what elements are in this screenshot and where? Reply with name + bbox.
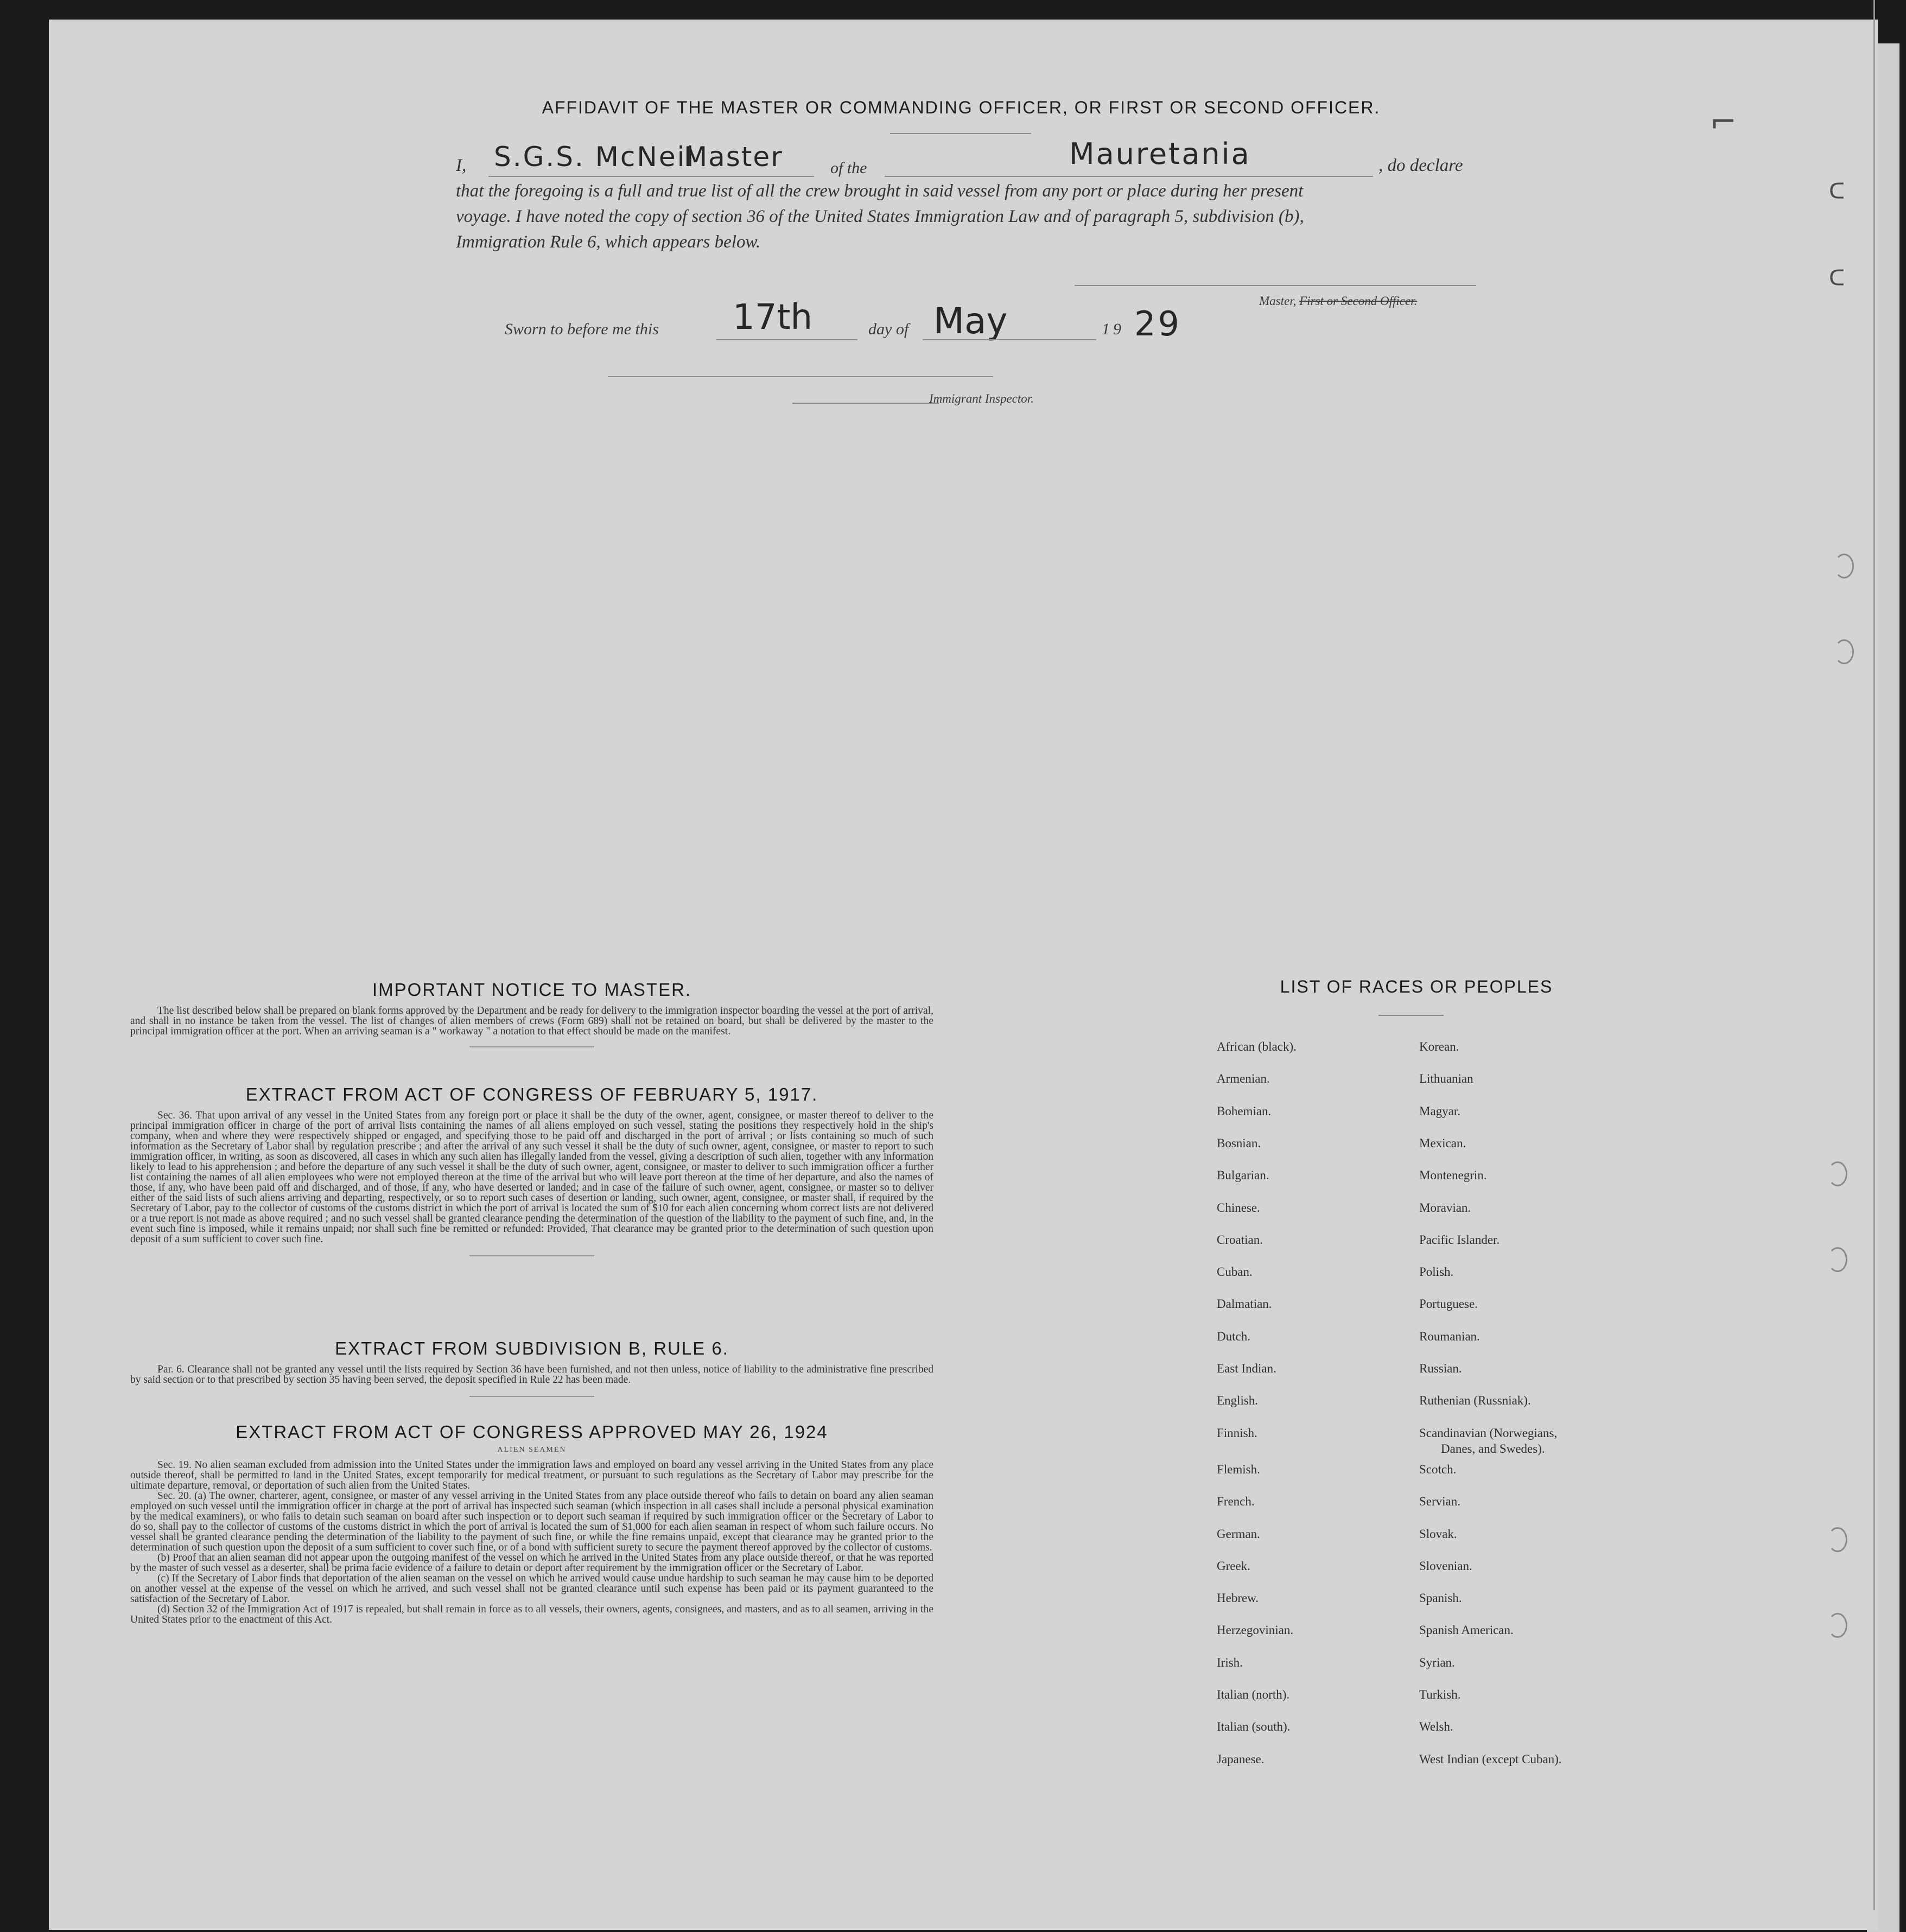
race-item: Greek.	[1217, 1559, 1250, 1573]
race-item: Spanish.	[1419, 1591, 1462, 1605]
race-item: Turkish.	[1419, 1688, 1461, 1701]
extract-1924-para-3: (b) Proof that an alien seaman did not appear upon the outgoing manifest of the vessel on which he arrived in the United States from any place outside thereof, or that he was reported by the master of such vessel as a deserter, shall be prima facie evidence of a failure to detain or deport after requirement by the immigration officer or the Secretary of Labor.	[130, 1552, 933, 1574]
officer-signature-line	[608, 376, 993, 377]
notice-heading: IMPORTANT NOTICE TO MASTER.	[372, 980, 692, 1000]
race-item: Ruthenian (Russniak).	[1419, 1394, 1531, 1408]
signature-line	[1075, 285, 1476, 286]
extract-1917-section	[130, 1084, 933, 1256]
race-item: Magyar.	[1419, 1104, 1461, 1118]
race-item: Polish.	[1419, 1265, 1454, 1279]
signature-caption-struck: First or Second Officer.	[1299, 294, 1418, 308]
race-item: Chinese.	[1217, 1200, 1260, 1215]
race-item: Portuguese.	[1419, 1297, 1478, 1311]
race-item: Italian (south).	[1217, 1720, 1291, 1734]
race-scandinavian-cont: Danes, and Swedes).	[1441, 1442, 1545, 1456]
race-item: Armenian.	[1217, 1072, 1270, 1086]
extract-rule6-section	[130, 1338, 933, 1397]
title-rule	[890, 133, 1031, 134]
extract-1917-rule	[469, 1255, 594, 1256]
race-item: Slovak.	[1419, 1527, 1457, 1541]
punch-hole	[1828, 1613, 1847, 1638]
race-item: Scotch.	[1419, 1462, 1457, 1476]
extract-1924-para-4: (c) If the Secretary of Labor finds that deportation of the alien seaman on the vessel on which he arrived would cause undue hardship to such seaman he may cause him to be deported on another vessel at the expense of the vessel on which he arrived, and such vessel shall not be granted clearance until such expense has been paid or its payment guaranteed to the satisfaction of the Secretary of Labor.	[130, 1573, 933, 1605]
notice-body: The list described below shall be prepared on blank forms approved by the Department and be ready for delivery to the immigration inspector boarding the vessel at the port of arrival, and shall in no instance be taken from the vessel. The list of changes of alien members of crews (Form 689) shall not be retained on board, but shall be delivered by the master to the principal immigration officer at the port. When an arriving seaman is a " workaway " a notation to that effect should be made on the manifest.	[130, 1005, 933, 1037]
handwritten-sworn-day: 17th	[733, 297, 813, 338]
of-the-text: of the	[830, 159, 867, 177]
race-item: Flemish.	[1217, 1462, 1260, 1476]
do-declare-text: , do declare	[1378, 156, 1463, 175]
handwritten-master-name: S.G.S. McNeil	[494, 141, 696, 173]
race-item: Korean.	[1419, 1040, 1459, 1053]
extract-1924-para-2: Sec. 20. (a) The owner, charterer, agent, consignee, or master of any vessel arriving in the United States from any place outside thereof who fails to detain on board any alien seaman employed on such vessel until the immigration officer in charge at the port of arrival has inspected such seaman (which inspection in all cases shall include a personal physical examination by the medical examiners), or who fails to detain such seaman on board after such inspection or to deport such seaman if required by such immigration officer or the Secretary of Labor to do so, shall pay to the collector of customs of the customs district in which the port of arrival is located the sum of $1,000 for each alien seaman in respect of whom such failure occurs. No vessel shall be granted clearance pending the determination of the liability to the payment of such fine, or while the fine remains unpaid, except that clearance may be granted prior to the determination of such question upon the deposit of a sum sufficient to cover such fine, or of a bond with sufficient surety to secure the payment thereof approved by the collector of customs.	[130, 1490, 933, 1553]
race-item: English.	[1217, 1394, 1259, 1408]
race-item: East Indian.	[1217, 1362, 1276, 1375]
notice-rule	[469, 1046, 594, 1047]
check-mark-icon: ⌐	[1710, 103, 1737, 141]
races-section	[1172, 977, 1769, 997]
race-item: Hebrew.	[1217, 1591, 1259, 1605]
vessel-underline	[885, 176, 1373, 177]
handwritten-master-word: Master	[684, 141, 783, 173]
extract-1924-heading: EXTRACT FROM ACT OF CONGRESS APPROVED MAY 26, 1924	[236, 1422, 828, 1442]
extract-rule6-rule	[469, 1396, 594, 1397]
race-item: Bohemian.	[1217, 1104, 1272, 1118]
race-item: Dalmatian.	[1217, 1297, 1272, 1311]
race-item: French.	[1217, 1495, 1255, 1509]
declaration-block	[456, 137, 1492, 255]
race-item: Bulgarian.	[1217, 1168, 1269, 1183]
race-item: Pacific Islander.	[1419, 1232, 1500, 1247]
race-item: Herzegovinian.	[1217, 1623, 1294, 1637]
race-item: African (black).	[1217, 1040, 1297, 1053]
race-item: Dutch.	[1217, 1329, 1250, 1343]
race-item: Slovenian.	[1419, 1559, 1472, 1573]
races-title-rule	[1378, 1015, 1444, 1016]
affidavit-title: AFFIDAVIT OF THE MASTER OR COMMANDING OFFICER, OR FIRST OR SECOND OFFICER.	[542, 98, 1381, 117]
extract-rule6-body: Par. 6. Clearance shall not be granted any vessel until the lists required by Section 36 have been furnished, and not then unless, notice of liability to the administrative fine prescribed by said section or to that prescribed by section 35 having been served, the deposit specified in Rule 22 has been made.	[130, 1364, 933, 1386]
punch-hole	[1834, 554, 1854, 579]
sworn-prefix: Sworn to before me this	[505, 320, 659, 338]
race-item: Montenegrin.	[1419, 1168, 1487, 1183]
notice-section	[130, 980, 933, 1047]
handwritten-sworn-month: May	[933, 300, 1008, 342]
extract-1917-body: Sec. 36. That upon arrival of any vessel in the United States from any foreign port or place it shall be the duty of the owner, agent, consignee, or master thereof to deliver to the principal immigration officer in charge of the port of arrival lists containing the names of all aliens employed on such vessel, stating the positions they respectively hold in the ship's company, when and where they were respectively shipped or engaged, and specifying those to be paid off and discharged in the port of arrival ; or lists containing so much of such information as the Secretary of Labor shall by regulation prescribe ; and after the arrival of any such vessel it shall be the duty of such owner, agent, consignee, or master to report to such immigration officer, in writing, as soon as discovered, all cases in which any such alien has illegally landed from the vessel, giving a description of such alien, together with any information likely to lead to his apprehension ; and before the departure of any such vessel it shall be the duty of such owner, agent, consignee, or master to deliver to such immigration officer a further list containing the names of all alien employees who were not employed thereon at the time of the arrival but who will leave port thereon at the time of her departure, and also the names of those, if any, who have been paid off and discharged, and of those, if any, who have deserted or landed; and in case of the failure of such owner, agent, consignee, or master so to deliver either of the said lists of such aliens arriving and departing, respectively, or so to report such cases of desertion or landing, such owner, agent, consignee, or master shall, if required by the Secretary of Labor, pay to the collector of customs of the customs district in which the port of arrival is located the sum of $10 for each alien concerning whom correct lists are not delivered or a true report is not made as above required ; and no such vessel shall be granted clearance pending the determination of the question of the liability to the payment of such fine, and, in the event such fine is imposed, while it remains unpaid; nor shall such fine be remitted or refunded: Provided, That clearance may be granted prior to the determination of such question upon deposit of a sum sufficient to cover such fine.	[130, 1110, 933, 1245]
extract-1924-section	[130, 1422, 933, 1625]
races-title: LIST OF RACES OR PEOPLES	[1280, 977, 1553, 996]
extract-1924-para-5: (d) Section 32 of the Immigration Act of 1917 is repealed, but shall remain in force as to all vessels, their owners, agents, consignees, and masters, and as to all seamen, arriving in the United States prior to the enactment of this Act.	[130, 1604, 933, 1625]
extract-1924-para-1: Sec. 19. No alien seaman excluded from admission into the United States under the immigration laws and employed on board any vessel arriving in the United States from any place outside thereof, shall be permitted to land in the United States, except temporarily for medical treatment, or pursuant to such regulations as the Secretary of Labor may prescribe for the ultimate departure, removal, or deportation of such alien from the United States.	[130, 1459, 933, 1491]
race-item: Roumanian.	[1419, 1329, 1480, 1343]
race-item: Scandinavian (Norwegians,	[1419, 1426, 1558, 1440]
inspector-caption: Immigrant Inspector.	[929, 392, 1034, 405]
race-item: Spanish American.	[1419, 1623, 1514, 1637]
handwritten-vessel-name: Mauretania	[1069, 137, 1251, 171]
punch-hole	[1828, 1247, 1847, 1272]
punch-hole	[1828, 1527, 1847, 1552]
declaration-line-1	[456, 137, 1492, 179]
signature-caption-master: Master,	[1259, 294, 1297, 308]
race-item: Croatian.	[1217, 1232, 1263, 1247]
extract-rule6-heading: EXTRACT FROM SUBDIVISION B, RULE 6.	[335, 1338, 729, 1358]
race-item: Welsh.	[1419, 1720, 1453, 1734]
declaration-line-3: voyage. I have noted the copy of section 36 of the United States Immigration Law and of paragraph 5, subdivision (b),	[456, 207, 1304, 226]
race-item: Moravian.	[1419, 1200, 1471, 1215]
race-item: Syrian.	[1419, 1655, 1455, 1669]
month-underline	[923, 339, 1096, 340]
day-underline	[716, 339, 857, 340]
declaration-line-2: that the foregoing is a full and true list of all the crew brought in said vessel from any port or place during her present	[456, 181, 1304, 201]
race-item: Bosnian.	[1217, 1136, 1261, 1150]
race-item: Russian.	[1419, 1362, 1462, 1375]
signature-caption	[1259, 294, 1417, 308]
race-item: West Indian (except Cuban).	[1419, 1752, 1562, 1766]
handwritten-year-suffix: 29	[1134, 304, 1181, 344]
race-item: Mexican.	[1419, 1136, 1466, 1150]
name-underline	[488, 176, 814, 177]
race-item: Italian (north).	[1217, 1688, 1290, 1701]
punch-hole	[1834, 639, 1854, 664]
intro-i: I,	[456, 156, 467, 175]
margin-mark-icon: ᑕ	[1829, 266, 1845, 291]
margin-mark-icon: ᑕ	[1829, 179, 1845, 204]
declaration-line-4: Immigration Rule 6, which appears below.	[456, 232, 761, 252]
inspector-signature-line	[792, 403, 939, 404]
race-item: Lithuanian	[1419, 1072, 1473, 1086]
sheet-edge-line	[1873, 0, 1875, 1910]
race-item: German.	[1217, 1527, 1260, 1541]
race-item: Irish.	[1217, 1655, 1243, 1669]
race-item: Servian.	[1419, 1495, 1461, 1509]
extract-1924-subheading: ALIEN SEAMEN	[497, 1446, 567, 1454]
extract-1917-heading: EXTRACT FROM ACT OF CONGRESS OF FEBRUARY 5, 1917.	[245, 1084, 818, 1104]
race-item: Cuban.	[1217, 1265, 1253, 1279]
day-of-text: day of	[868, 320, 909, 338]
race-item: Finnish.	[1217, 1426, 1257, 1440]
race-item: Japanese.	[1217, 1752, 1265, 1766]
punch-hole	[1828, 1161, 1847, 1186]
year-prefix: 19	[1102, 320, 1124, 338]
